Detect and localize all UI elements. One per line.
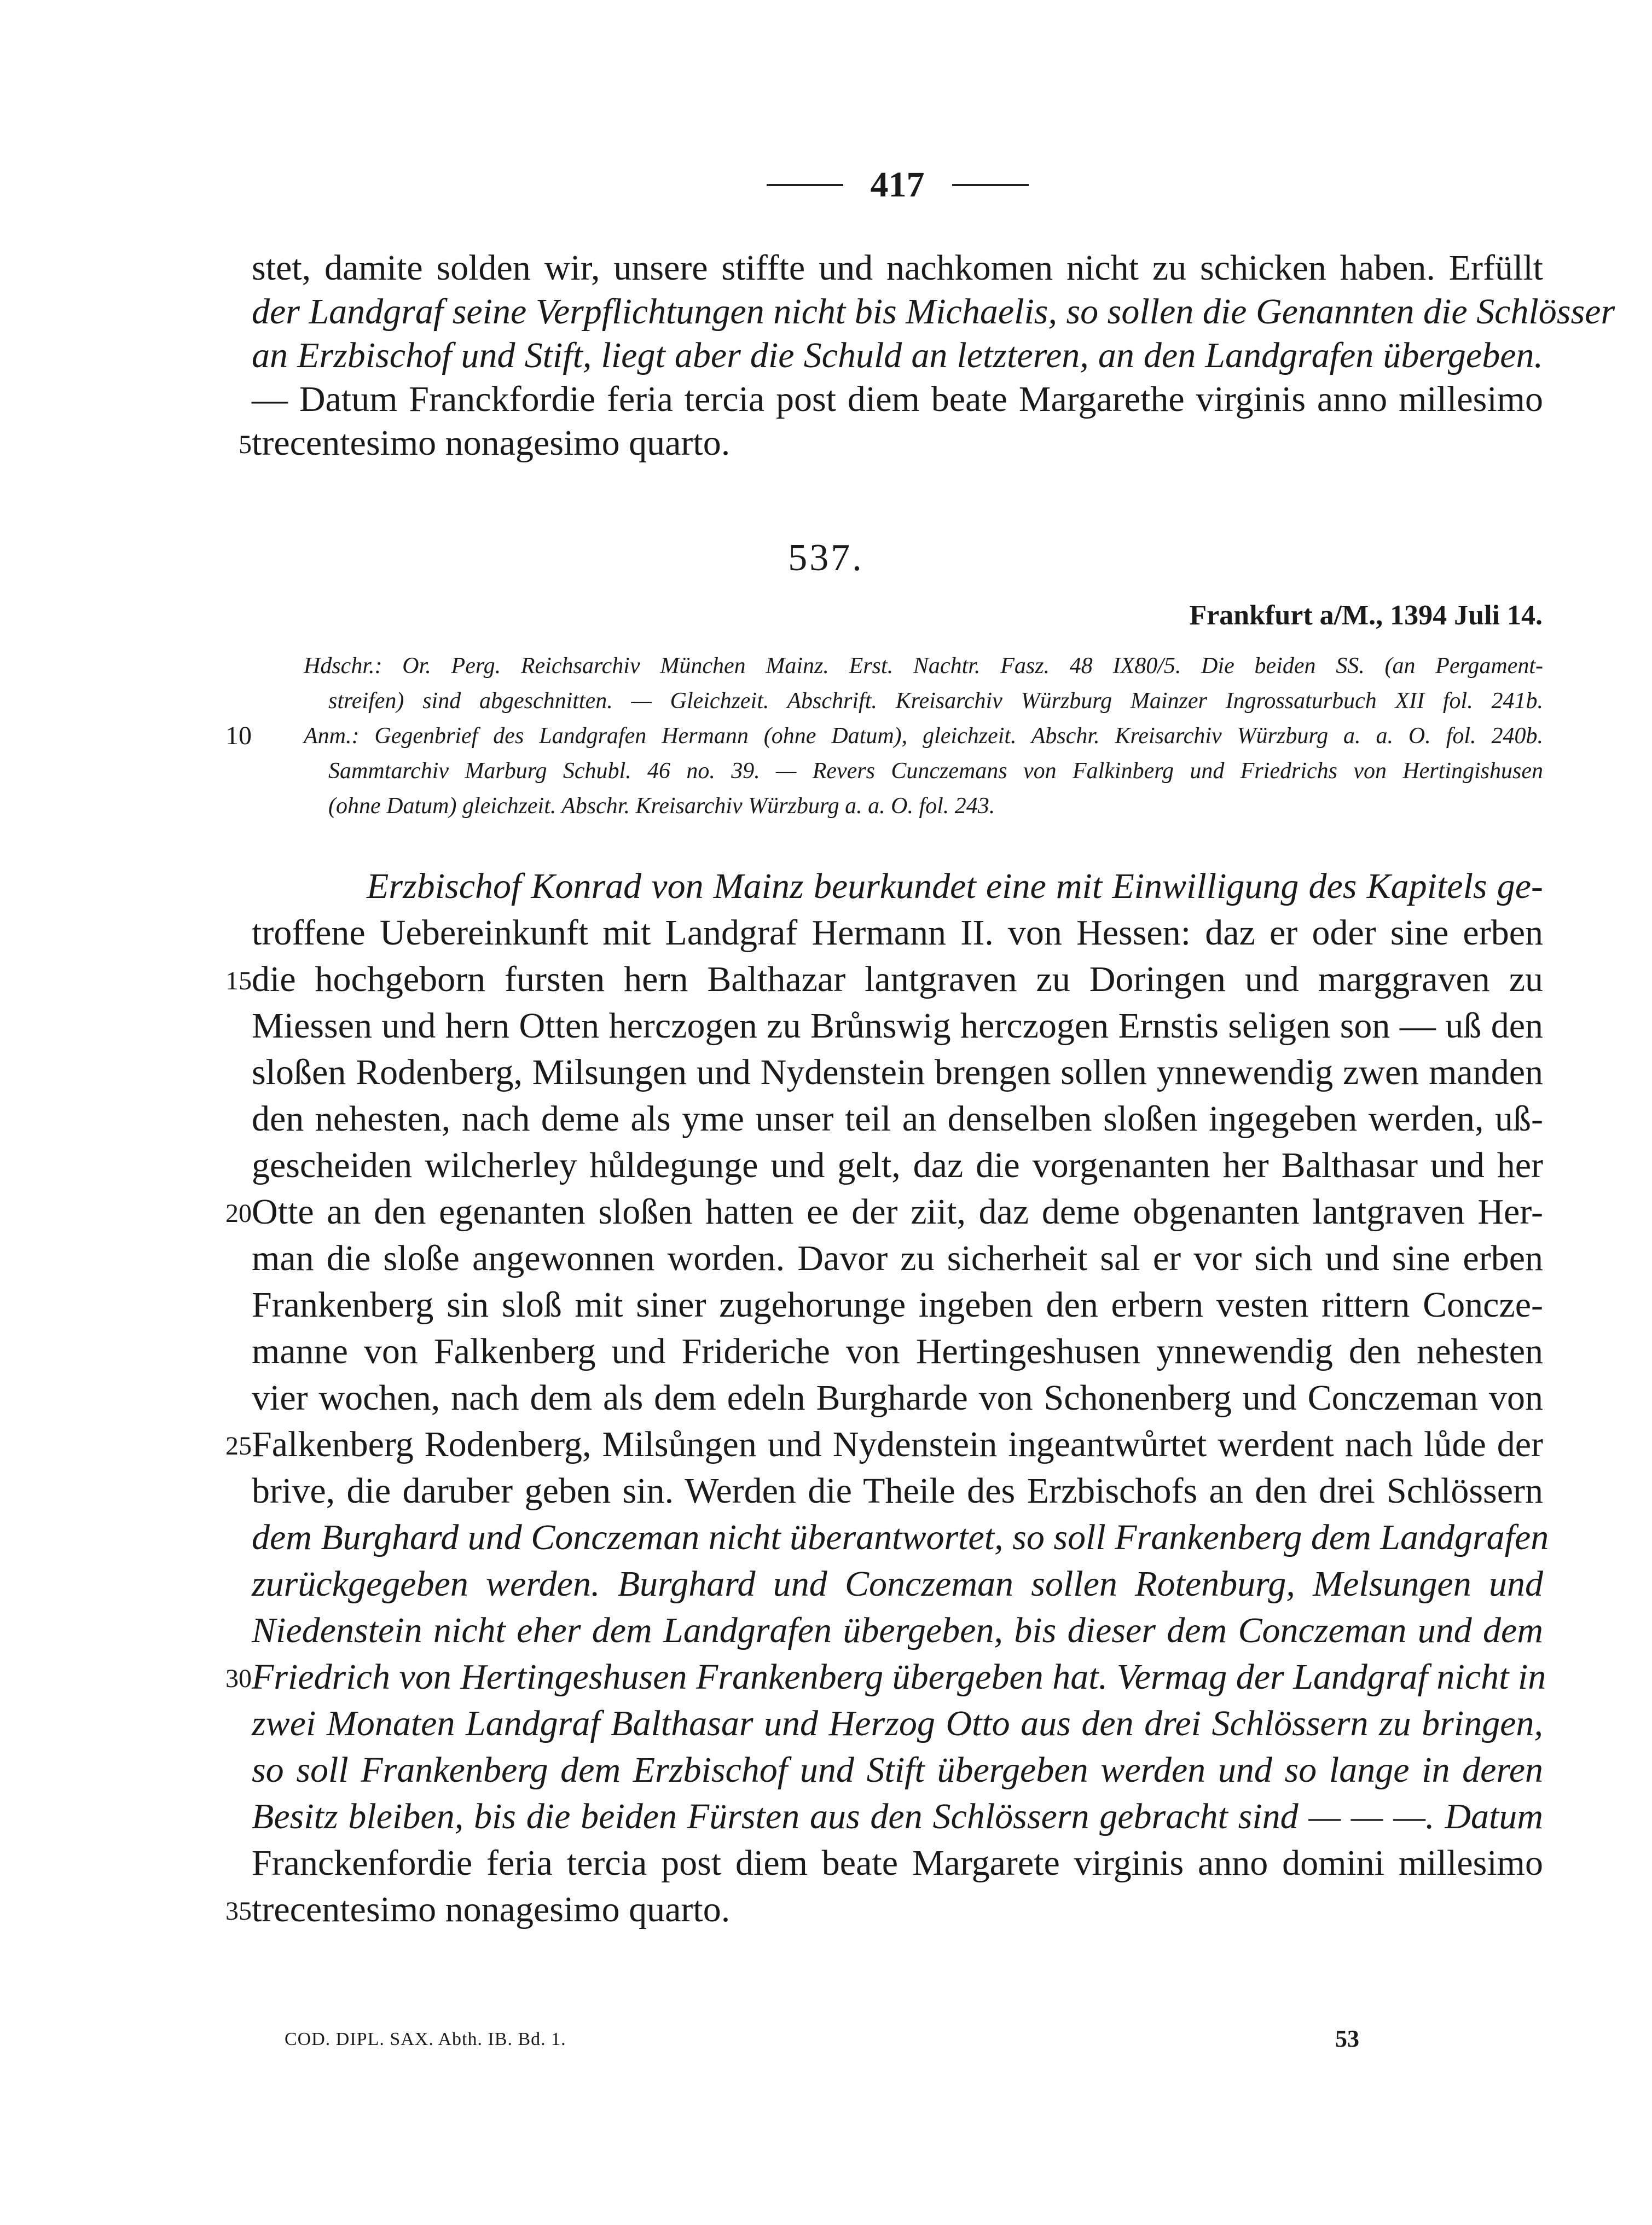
source-note-line: Anm.: Gegenbrief des Landgrafen Hermann (ohne Datum), gleichzeit. Abschr. Kreisarchiv Würzburg a. a. O. fol. 240b. (304, 723, 1543, 749)
text-line: — Datum Franckfordie feria tercia post diem beate Margarethe virginis anno millesimo (252, 379, 1543, 419)
line-number: 35 (225, 1897, 252, 1926)
body-line: vier wochen, nach dem als dem edeln Burgharde von Schonenberg und Conczeman von (252, 1378, 1543, 1418)
line-number: 15 (225, 966, 252, 995)
footer-sheet-number: 53 (1335, 2025, 1359, 2052)
body-line: zwei Monaten Landgraf Balthasar und Herzog Otto aus den drei Schlössern zu bringen, (252, 1703, 1543, 1743)
body-line: so soll Frankenberg dem Erzbischof und Stift übergeben werden und so lange in deren (252, 1750, 1543, 1790)
body-line: Otte an den egenanten sloßen hatten ee der ziit, daz deme obgenanten lantgraven Her- (252, 1192, 1543, 1232)
body-line: zurückgegeben werden. Burghard und Conczeman sollen Rotenburg, Melsungen und (252, 1564, 1543, 1604)
body-line: Niedenstein nicht eher dem Landgrafen übergeben, bis dieser dem Conczeman und dem (252, 1610, 1543, 1650)
document-place-date: Frankfurt a/M., 1394 Juli 14. (1189, 600, 1543, 631)
line-number: 25 (225, 1432, 252, 1461)
header-rule-left (767, 184, 843, 186)
body-line: troffene Uebereinkunft mit Landgraf Hermann II. von Hessen: daz er oder sine erben (252, 913, 1543, 953)
body-line: sloßen Rodenberg, Milsungen und Nydenstein brengen sollen ynnewendig zwen manden (252, 1052, 1543, 1092)
body-line: den nehesten, nach deme als yme unser teil an denselben sloßen ingegeben werden, uß- (252, 1099, 1543, 1139)
body-line: Erzbischof Konrad von Mainz beurkundet eine mit Einwilligung des Kapitels ge- (367, 866, 1543, 906)
line-number: 30 (225, 1664, 252, 1693)
body-line: Franckenfordie feria tercia post diem beate Margarete virginis anno domini millesimo (252, 1843, 1543, 1883)
body-line: Falkenberg Rodenberg, Milsůngen und Nydenstein ingeantwůrtet werdent nach lůde der (252, 1424, 1543, 1464)
footer-signature: COD. DIPL. SAX. Abth. IB. Bd. 1. (285, 2029, 566, 2049)
line-number: 10 (225, 721, 252, 750)
body-line: brive, die daruber geben sin. Werden die Theile des Erzbischofs an den drei Schlössern (252, 1471, 1543, 1511)
body-line: gescheiden wilcherley hůldegunge und gelt, daz die vorgenanten her Balthasar und her (252, 1145, 1543, 1185)
header-rule-right (952, 184, 1029, 186)
body-line: Besitz bleiben, bis die beiden Fürsten aus den Schlössern gebracht sind — — —. Datum (252, 1797, 1543, 1836)
body-line: die hochgeborn fursten hern Balthazar lantgraven zu Doringen und marggraven zu (252, 959, 1543, 999)
body-line: Miessen und hern Otten herczogen zu Brůnswig herczogen Ernstis seligen son — uß den (252, 1006, 1543, 1046)
body-line: Friedrich von Hertingeshusen Frankenberg übergeben hat. Vermag der Landgraf nicht in (252, 1657, 1546, 1697)
body-line: manne von Falkenberg und Frideriche von Hertingeshusen ynnewendig den nehesten (252, 1331, 1543, 1371)
body-line: man die sloße angewonnen worden. Davor zu sicherheit sal er vor sich und sine erben (252, 1238, 1543, 1278)
source-note-line: streifen) sind abgeschnitten. — Gleichzeit. Abschrift. Kreisarchiv Würzburg Mainzer Ingrossaturbuch XII fol. 241b. (328, 688, 1543, 714)
line-number: 20 (225, 1199, 252, 1228)
body-line: Frankenberg sin sloß mit siner zugehorunge ingeben den erbern vesten rittern Concze- (252, 1285, 1543, 1325)
text-line: trecentesimo nonagesimo quarto. (252, 423, 731, 463)
source-note-line: (ohne Datum) gleichzeit. Abschr. Kreisarchiv Würzburg a. a. O. fol. 243. (328, 793, 995, 819)
body-line: trecentesimo nonagesimo quarto. (252, 1890, 731, 1930)
text-line: an Erzbischof und Stift, liegt aber die Schuld an letzteren, an den Landgrafen übergeben. (252, 335, 1543, 375)
source-note-line: Hdschr.: Or. Perg. Reichsarchiv München Mainz. Erst. Nachtr. Fasz. 48 IX80/5. Die beiden SS. (an Pergament- (304, 653, 1543, 679)
source-note-line: Sammtarchiv Marburg Schubl. 46 no. 39. — Revers Cunczemans von Falkinberg und Friedrichs von Hertingishusen (328, 758, 1543, 784)
page-header (744, 164, 1051, 206)
text-line: stet, damite solden wir, unsere stiffte und nachkomen nicht zu schicken haben. Erfüllt (252, 248, 1543, 288)
page-number: 417 (870, 165, 925, 205)
line-number: 5 (239, 430, 252, 459)
document-number: 537. (788, 537, 864, 579)
body-line: dem Burghard und Conczeman nicht überantwortet, so soll Frankenberg dem Landgrafen (252, 1517, 1549, 1557)
text-line: der Landgraf seine Verpflichtungen nicht bis Michaelis, so sollen die Genannten die Schlösser (252, 292, 1615, 332)
